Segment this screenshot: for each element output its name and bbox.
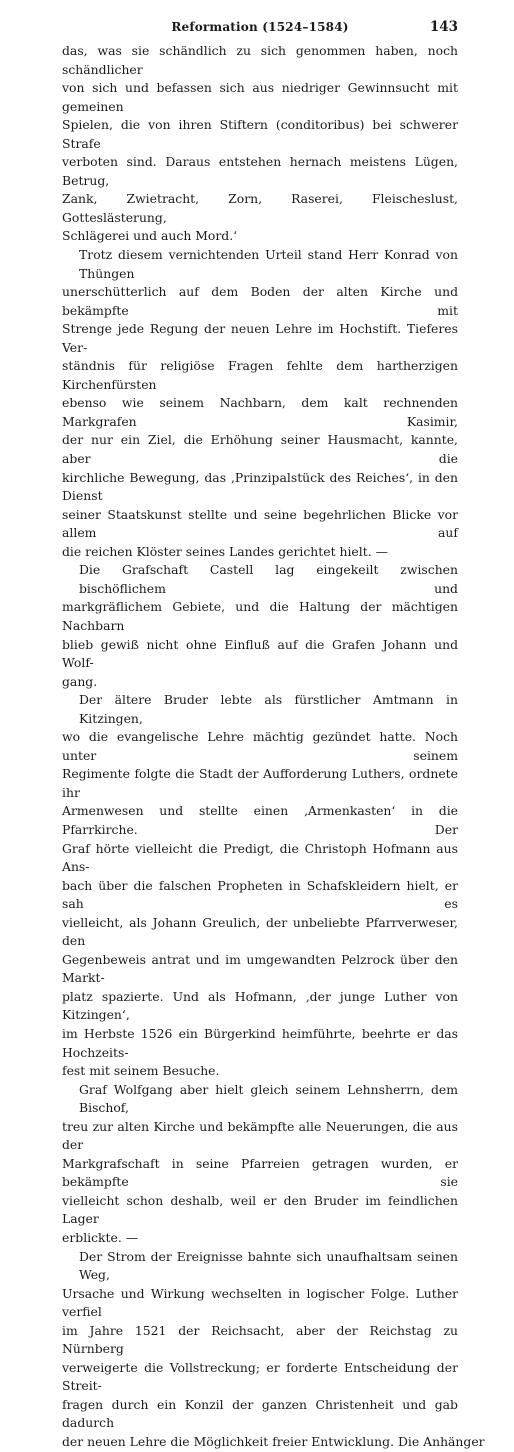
text-line: Strenge jede Regung der neuen Lehre im Hochstift. Tieferes Ver- [62, 321, 458, 355]
paragraph [62, 691, 458, 1080]
text-line: im Jahre 1521 der Reichsacht, aber der Reichstag zu Nürnberg [62, 1322, 458, 1357]
text-line: Gegenbeweis antrat und im umgewandten Pelzrock über den Markt- [62, 951, 458, 986]
page-number: 143 [429, 19, 458, 35]
paragraph [62, 1081, 458, 1248]
text-line: Graf hörte vielleicht die Predigt, die Christoph Hofmann aus Ans- [62, 840, 458, 875]
text-line: kirchliche Bewegung, das ‚Prinzipalstück des Reiches‘, in den Dienst [62, 469, 458, 504]
text-line: verweigerte die Vollstreckung; er forderte Entscheidung der Streit- [62, 1359, 458, 1394]
text-line: die reichen Klöster seines Landes gerichtet hielt. — [62, 543, 388, 559]
text-line: Zank, Zwietracht, Zorn, Raserei, Fleischeslust, Gotteslästerung, [62, 191, 458, 225]
text-line: Regimente folgte die Stadt der Aufforderung Luthers, ordnete ihr [62, 766, 458, 800]
text-line: blieb gewiß nicht ohne Einfluß auf die Grafen Johann und Wolf- [62, 636, 458, 671]
running-title: Reformation (1524–1584) [171, 20, 349, 34]
text-line: Die Grafschaft Castell lag eingekeilt zwischen bischöflichem und [79, 562, 458, 596]
text-line: verboten sind. Daraus entstehen hernach meistens Lügen, Betrug, [62, 154, 458, 188]
text-line: vielleicht schon deshalb, weil er den Bruder im feindlichen Lager [62, 1192, 458, 1227]
text-line: fest mit seinem Besuche. [62, 1063, 220, 1079]
paragraph [62, 246, 458, 561]
text-line: Schlägerei und auch Mord.‘ [62, 228, 238, 244]
paragraph [62, 561, 458, 691]
text-line: der nur ein Ziel, die Erhöhung seiner Hausmacht, kannte, aber die [62, 432, 458, 467]
text-line: das, was sie schändlich zu sich genommen haben, noch schändlicher [62, 43, 458, 77]
text-line: seiner Staatskunst stellte und seine begehrlichen Blicke vor allem auf [62, 506, 458, 541]
text-line: bach über die falschen Propheten in Schafskleidern hielt, er sah es [62, 877, 458, 912]
text-line: ebenso wie seinem Nachbarn, dem kalt rechnenden Markgrafen Kasimir, [62, 395, 458, 429]
text-line: erblickte. — [62, 1230, 139, 1245]
text-line: vielleicht, als Johann Greulich, der unbeliebte Pfarrverweser, den [62, 914, 458, 949]
text-line: Spielen, die von ihren Stiftern (conditoribus) bei schwerer Strafe [62, 117, 458, 151]
text-line: fragen durch ein Konzil der ganzen Christenheit und gab dadurch [62, 1396, 458, 1431]
paragraph [62, 42, 458, 246]
body-text [62, 42, 485, 1452]
text-line: Trotz diesem vernichtenden Urteil stand Herr Konrad von Thüngen [79, 247, 458, 281]
text-line: von sich und befassen sich aus niedriger Gewinnsucht mit gemeinen [62, 80, 458, 114]
text-line: unerschütterlich auf dem Boden der alten Kirche und bekämpfte mit [62, 284, 458, 318]
book-page [62, 18, 485, 1452]
text-line: Armenwesen und stellte einen ‚Armenkasten‘ in die Pfarrkirche. Der [62, 803, 458, 837]
text-line: ständnis für religiöse Fragen fehlte dem hartherzigen Kirchenfürsten [62, 358, 458, 392]
text-line: Graf Wolfgang aber hielt gleich seinem Lehnsherrn, dem Bischof, [79, 1081, 458, 1116]
paragraph [62, 1248, 485, 1452]
text-line: Der Strom der Ereignisse bahnte sich unaufhaltsam seinen Weg, [79, 1248, 458, 1283]
text-line: der neuen Lehre die Möglichkeit freier Entwicklung. Die Anhänger [62, 1434, 485, 1450]
text-line: wo die evangelische Lehre mächtig gezündet hatte. Noch unter seinem [62, 729, 458, 763]
text-line: markgräflichem Gebiete, und die Haltung der mächtigen Nachbarn [62, 599, 458, 633]
text-line: treu zur alten Kirche und bekämpfte alle Neuerungen, die aus der [62, 1118, 458, 1153]
text-line: Der ältere Bruder lebte als fürstlicher Amtmann in Kitzingen, [79, 692, 458, 726]
text-line: gang. [62, 673, 98, 689]
running-head [62, 18, 458, 38]
text-line: Markgrafschaft in seine Pfarreien getragen wurden, er bekämpfte sie [62, 1155, 458, 1190]
text-line: platz spazierte. Und als Hofmann, ‚der junge Luther von Kitzingen‘, [62, 988, 458, 1023]
text-line: Ursache und Wirkung wechselten in logischer Folge. Luther verfiel [62, 1285, 458, 1320]
text-line: im Herbste 1526 ein Bürgerkind heimführte, beehrte er das Hochzeits- [62, 1025, 458, 1060]
